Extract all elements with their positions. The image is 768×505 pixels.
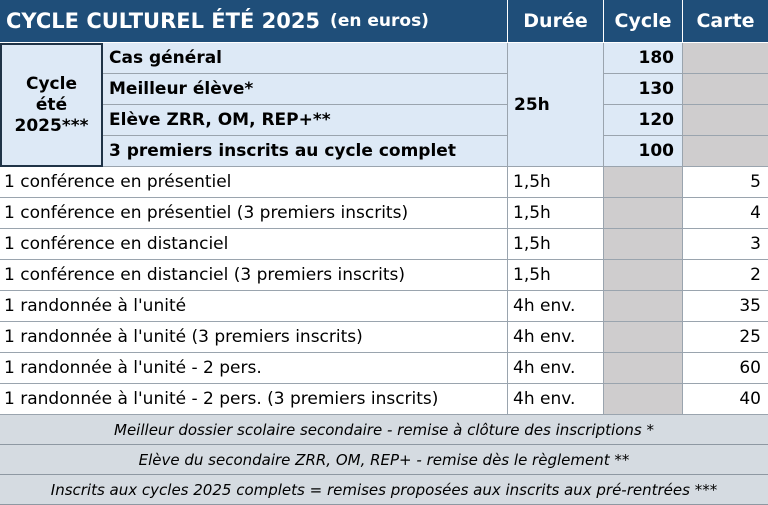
card-na-cell: [683, 105, 768, 136]
card-row-price: 4: [683, 198, 768, 229]
title-text: CYCLE CULTUREL ÉTÉ 2025: [6, 9, 321, 33]
card-na-cell: [683, 136, 768, 167]
card-row-price: 2: [683, 260, 768, 291]
card-row-duration: 1,5h: [508, 198, 604, 229]
card-row-label: 1 randonnée à l'unité - 2 pers.: [0, 353, 508, 384]
cycle-row-label: Cas général: [103, 43, 508, 74]
cycle-label-line2: été: [35, 94, 68, 115]
card-row-label: 1 conférence en distanciel: [0, 229, 508, 260]
cycle-row-label: 3 premiers inscrits au cycle complet: [103, 136, 508, 167]
card-row-duration: 4h env.: [508, 322, 604, 353]
col-header-card: Carte: [683, 0, 768, 43]
cycle-na-cell: [604, 322, 683, 353]
card-row-price: 35: [683, 291, 768, 322]
cycle-row-price: 180: [604, 43, 683, 74]
cycle-row-label: Meilleur élève*: [103, 74, 508, 105]
card-row-duration: 1,5h: [508, 167, 604, 198]
cycle-label-line1: Cycle: [26, 73, 77, 94]
cycle-row-price: 120: [604, 105, 683, 136]
cycle-label-line3: 2025***: [14, 115, 89, 136]
col-header-duration: Durée: [508, 0, 604, 43]
col-header-cycle: Cycle: [604, 0, 683, 43]
card-row-price: 3: [683, 229, 768, 260]
card-row-duration: 4h env.: [508, 384, 604, 415]
card-row-label: 1 conférence en présentiel: [0, 167, 508, 198]
card-row-price: 5: [683, 167, 768, 198]
cycle-row-price: 100: [604, 136, 683, 167]
card-row-price: 25: [683, 322, 768, 353]
cycle-na-cell: [604, 353, 683, 384]
title-unit: (en euros): [330, 11, 429, 31]
card-na-cell: [683, 43, 768, 74]
footnote-best-student: Meilleur dossier scolaire secondaire - remise à clôture des inscriptions *: [0, 415, 768, 445]
card-row-label: 1 randonnée à l'unité (3 premiers inscrits): [0, 322, 508, 353]
cycle-na-cell: [604, 198, 683, 229]
card-row-label: 1 randonnée à l'unité: [0, 291, 508, 322]
footnote-zrr-student: Elève du secondaire ZRR, OM, REP+ - remise dès le règlement **: [0, 445, 768, 475]
cycle-na-cell: [604, 167, 683, 198]
card-row-label: 1 conférence en distanciel (3 premiers inscrits): [0, 260, 508, 291]
card-row-label: 1 randonnée à l'unité - 2 pers. (3 premiers inscrits): [0, 384, 508, 415]
card-na-cell: [683, 74, 768, 105]
cycle-na-cell: [604, 260, 683, 291]
card-row-duration: 4h env.: [508, 353, 604, 384]
cycle-na-cell: [604, 384, 683, 415]
cycle-na-cell: [604, 291, 683, 322]
card-row-duration: 1,5h: [508, 260, 604, 291]
cycle-duration: 25h: [508, 43, 604, 167]
card-row-label: 1 conférence en présentiel (3 premiers inscrits): [0, 198, 508, 229]
card-row-price: 60: [683, 353, 768, 384]
footnote-complete-cycles: Inscrits aux cycles 2025 complets = remises proposées aux inscrits aux pré-rentrées ***: [0, 475, 768, 505]
card-row-duration: 4h env.: [508, 291, 604, 322]
cycle-na-cell: [604, 229, 683, 260]
table-title: [0, 0, 508, 43]
cycle-label: [0, 43, 103, 167]
card-row-duration: 1,5h: [508, 229, 604, 260]
card-row-price: 40: [683, 384, 768, 415]
cycle-row-label: Elève ZRR, OM, REP+**: [103, 105, 508, 136]
cycle-row-price: 130: [604, 74, 683, 105]
